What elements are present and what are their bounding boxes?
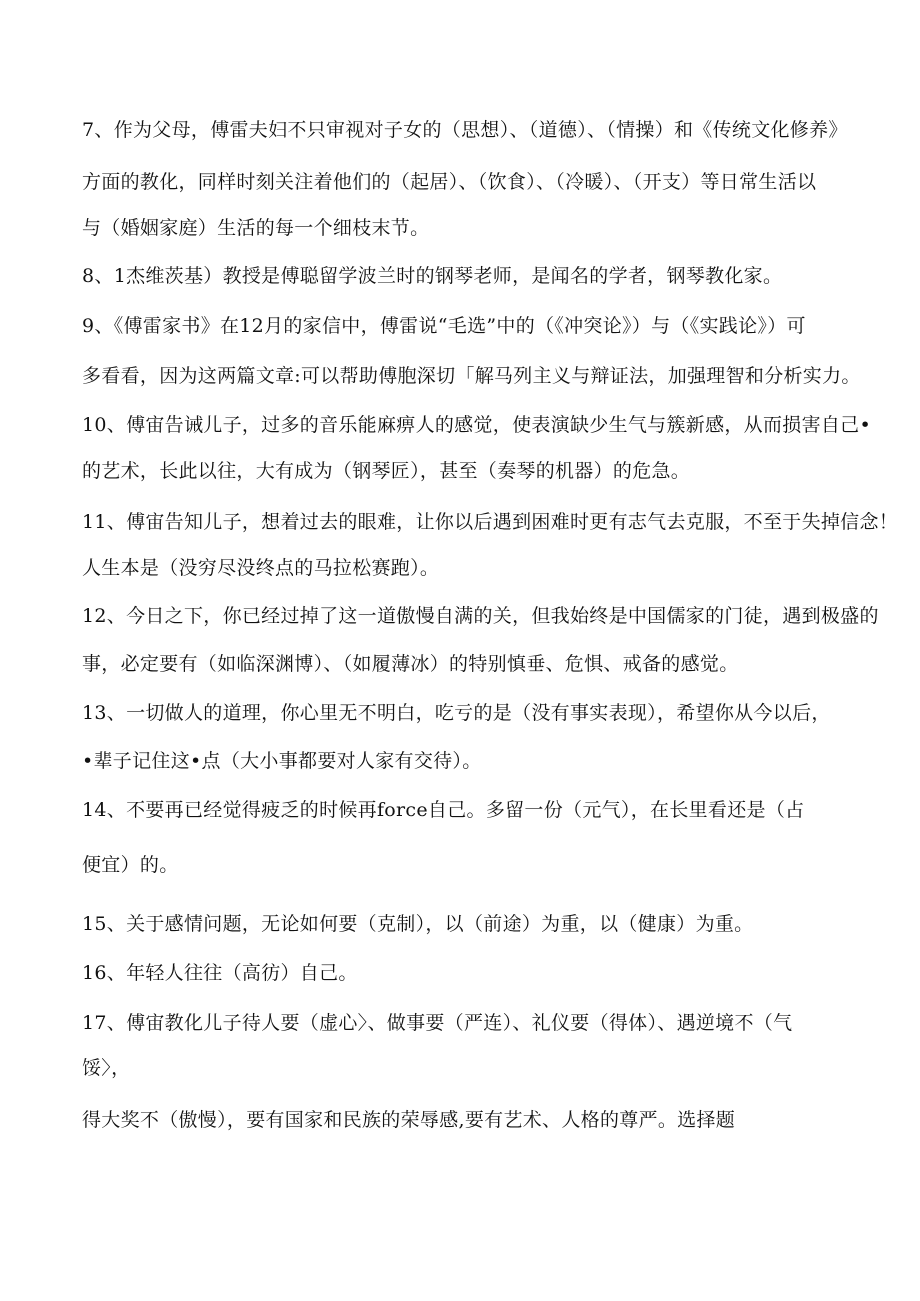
text-line-item9-b: 多看看，因为这两篇文章:可以帮助傅胞深切「解马列主义与辩证法，加强理智和分析实力。 (82, 365, 861, 387)
text-line-item12-b: 事，必定要有（如临深渊博）、（如履薄冰）的特别慎垂、危惧、戒备的感觉。 (82, 653, 739, 675)
text-line-item11-a: 11、傅宙告知儿子，想着过去的眼难，让你以后遇到困难时更有志气去克服，不至于失掉信念！ (82, 511, 899, 533)
text-line-item10-b: 的艺术，长此以往，大有成为（钢琴匠），甚至（奏琴的机器）的危急。 (82, 460, 691, 482)
text-line-item14-b: 便宜）的。 (82, 854, 179, 876)
text-line-item7-c: 与（婚姻家庭）生活的每一个细枝末节。 (82, 217, 430, 239)
text-line-item7-a: 7、作为父母，傅雷夫妇不只审视对子女的（思想）、（道德）、（情操）和《传统文化修养》 (82, 119, 848, 141)
text-line-item13-b: •辈子记住这•点（大小事都要对人家有交待）。 (82, 750, 482, 772)
text-line-item8: 8、1杰维茨基）教授是傅聪留学波兰时的钢琴老师，是闻名的学者，钢琴教化家。 (82, 265, 783, 287)
text-line-item17-c: 得大奖不（傲慢），要有国家和民族的荣辱感,要有艺术、人格的尊严。选择题 (82, 1109, 736, 1131)
text-line-item17-b: 馁〉， (82, 1057, 131, 1079)
text-line-item16: 16、年轻人往往（高彷）自己。 (82, 962, 358, 984)
text-line-item15: 15、关于感情问题，无论如何要（克制），以（前途）为重，以（健康）为重。 (82, 913, 754, 935)
text-line-item14-a: 14、不要再已经觉得疲乏的时候再force自己。多留一份（元气），在长里看还是（占 (82, 799, 805, 821)
text-line-item11-b: 人生本是（没穷尽没终点的马拉松赛跑）。 (82, 557, 440, 579)
text-line-item12-a: 12、今日之下，你已经过掉了这一道傲慢自满的关，但我始终是中国儒家的门徒，遇到极盛的 (82, 605, 879, 627)
text-line-item17-a: 17、傅宙教化儿子待人要（虚心〉、做事要（严连）、礼仪要（得体）、遇逆境不（气 (82, 1012, 793, 1034)
text-line-item9-a: 9、《傅雷家书》在12月的家信中，傅雷说“毛选”中的（《冲突论》）与（《实践论》）可 (82, 315, 806, 337)
text-line-item13-a: 13、一切做人的道理，你心里无不明白，吃亏的是（没有事实表现），希望你从今以后， (82, 702, 831, 724)
text-line-item10-a: 10、傅宙告诫儿子，过多的音乐能麻痹人的感觉，使表演缺少生气与簇新感，从而损害自己• (82, 414, 871, 436)
text-line-item7-b: 方面的教化，同样时刻关注着他们的（起居）、（饮食）、（冷暖）、（开支）等日常生活以 (82, 171, 817, 193)
